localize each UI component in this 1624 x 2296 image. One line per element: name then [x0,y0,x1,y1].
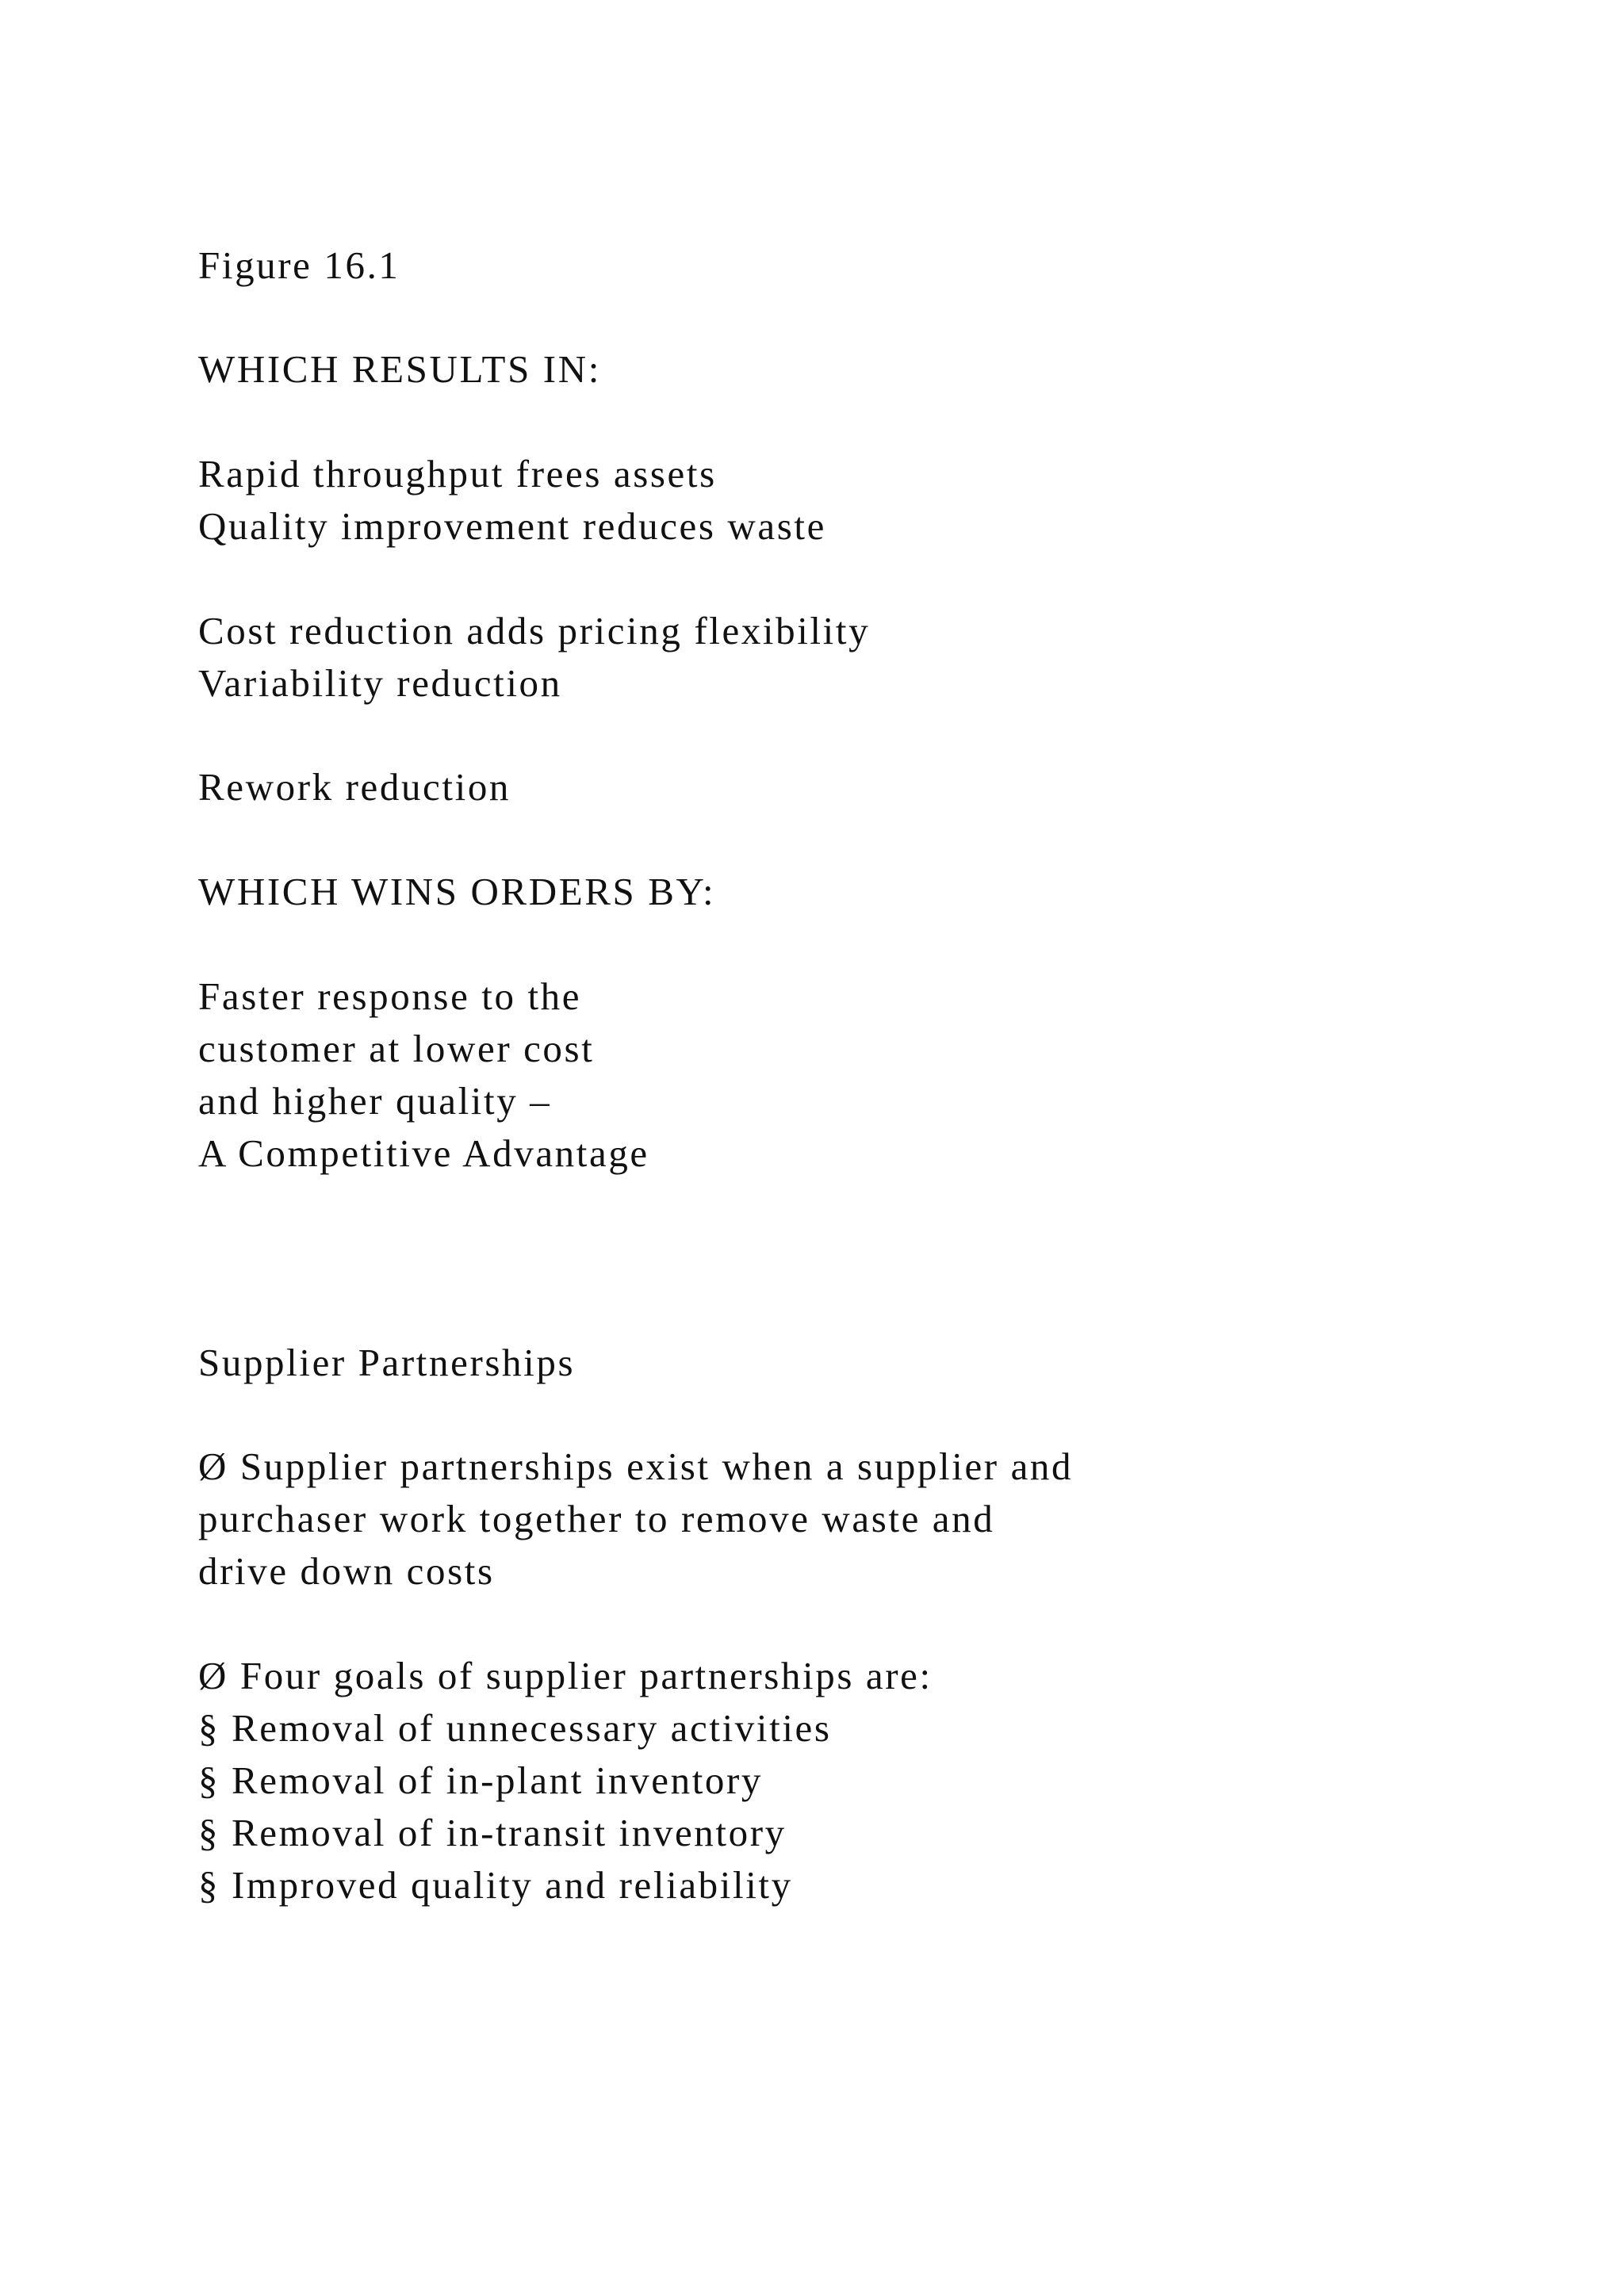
wins-line: and higher quality – [198,1079,552,1123]
section-title: Supplier Partnerships [198,1341,576,1384]
wins-line: A Competitive Advantage [198,1131,649,1175]
figure-label: Figure 16.1 [198,243,400,287]
results-item: Cost reduction adds pricing flexibility [198,609,871,652]
goal-item: § Removal of in-transit inventory [198,1811,787,1854]
bullet-line: drive down costs [198,1549,495,1593]
results-item: Quality improvement reduces waste [198,504,826,548]
bullet-line: purchaser work together to remove waste and [198,1497,995,1540]
goal-item: § Removal of in-plant inventory [198,1758,764,1802]
results-heading: WHICH RESULTS IN: [198,347,601,391]
wins-line: customer at lower cost [198,1027,595,1070]
results-item: Rework reduction [198,765,511,809]
results-item: Rapid throughput frees assets [198,452,717,496]
wins-line: Faster response to the [198,974,582,1018]
wins-heading: WHICH WINS ORDERS BY: [198,870,716,913]
goal-item: § Improved quality and reliability [198,1863,793,1907]
bullet-intro: Ø Four goals of supplier partnerships are: [198,1654,933,1697]
results-item: Variability reduction [198,661,562,705]
goal-item: § Removal of unnecessary activities [198,1706,832,1750]
bullet-line: Ø Supplier partnerships exist when a supplier and [198,1445,1074,1488]
